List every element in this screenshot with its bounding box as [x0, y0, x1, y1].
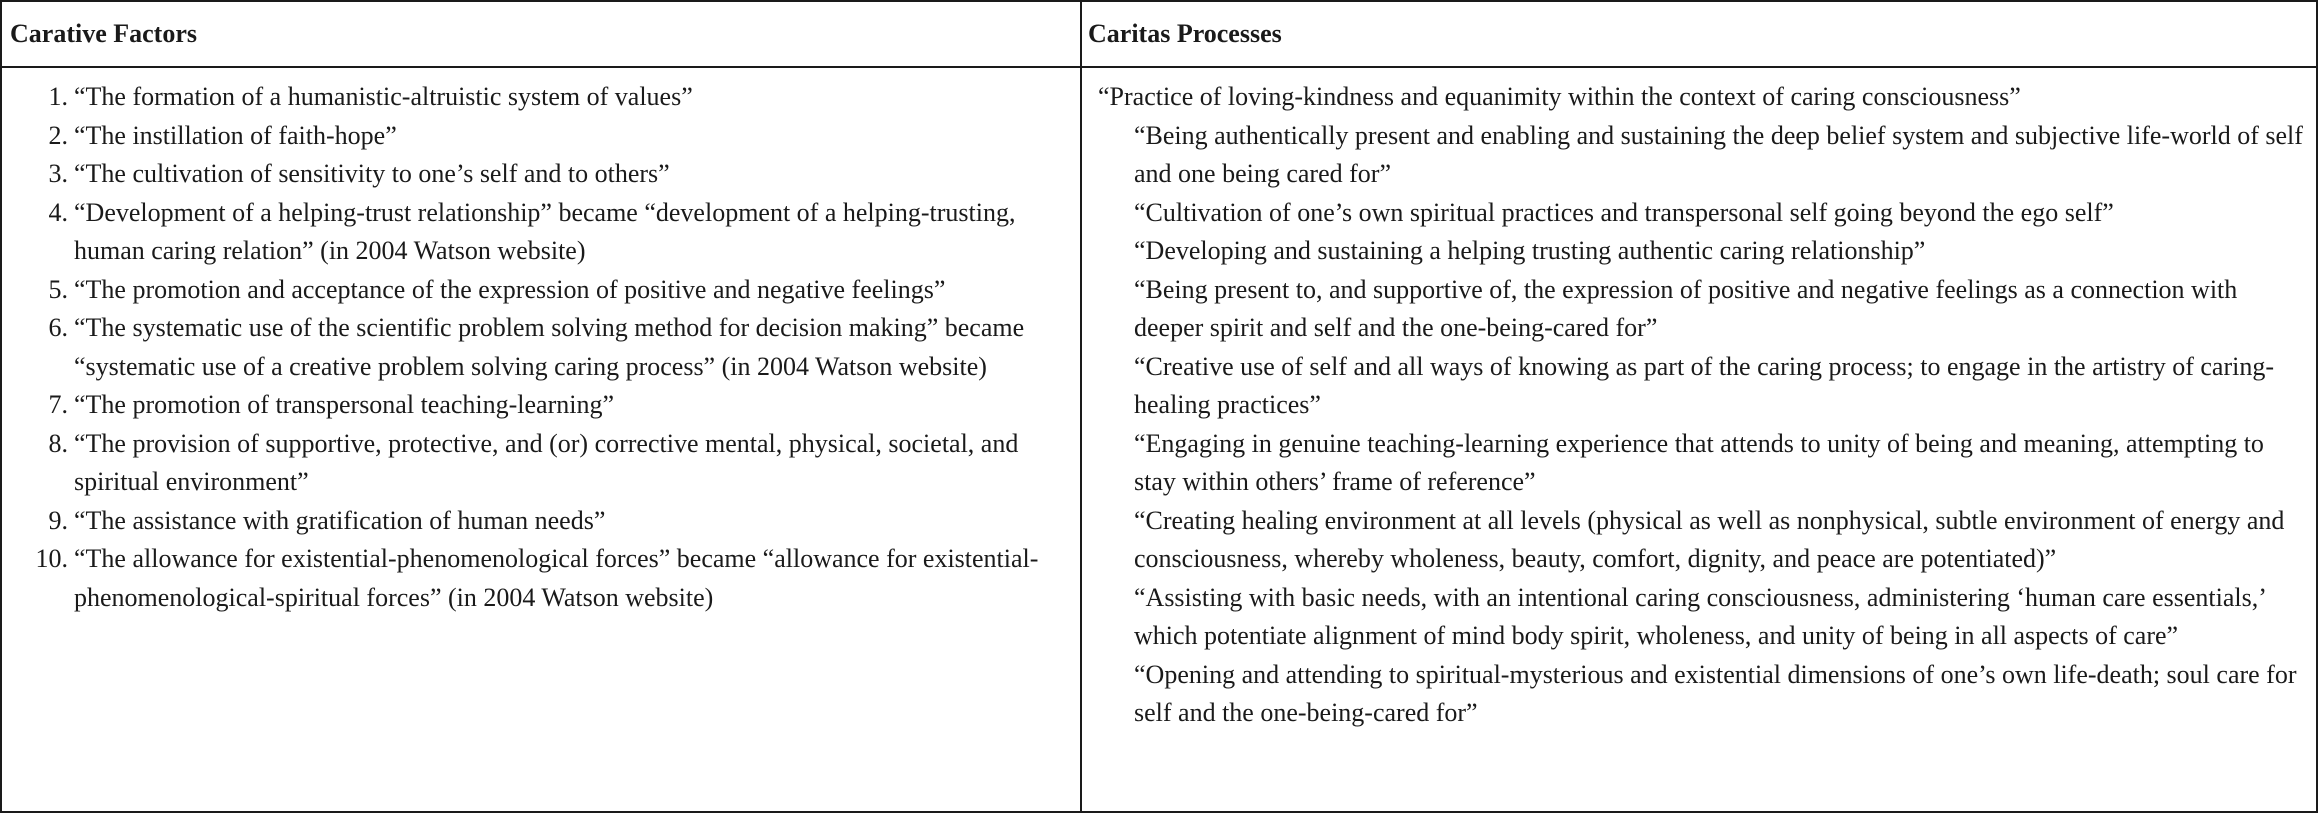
list-item: [32, 271, 1070, 310]
list-item: [32, 78, 1070, 117]
list-item: [32, 386, 1070, 425]
caritas-processes-list: [1098, 78, 2310, 733]
item-number: 3.: [48, 159, 68, 188]
item-text: “Development of a helping-trust relationship” became “development of a helping-trusting, human caring relation” (in 2004 Watson website): [74, 197, 1016, 265]
list-item: “Cultivation of one’s own spiritual practices and transpersonal self going beyond the ego self”: [1134, 197, 2114, 227]
list-item: “Developing and sustaining a helping trusting authentic caring relationship”: [1134, 236, 1926, 265]
item-number: 7.: [48, 390, 68, 419]
item-text: “The formation of a humanistic-altruistic system of values”: [74, 82, 693, 111]
item-number: 2.: [48, 120, 68, 150]
item-number: 9.: [48, 505, 68, 535]
list-item: “Creating healing environment at all levels (physical as well as nonphysical, subtle environment of energy and consciousness, whereby wholeness, beauty, comfort, dignity, and peace are potentiated)”: [1134, 505, 2285, 573]
item-number: 8.: [48, 428, 68, 458]
list-item: [32, 502, 1070, 541]
item-text: “The instillation of faith-hope”: [74, 120, 397, 150]
list-item: [32, 194, 1070, 271]
list-item: “Opening and attending to spiritual-mysterious and existential dimensions of one’s own life-death; soul care for self and the one-being-cared for”: [1134, 659, 2297, 727]
item-number: 6.: [48, 313, 68, 342]
list-item: “Assisting with basic needs, with an intentional caring consciousness, administering ‘human care essentials,’ which potentiate alignment of mind body spirit, wholeness, and unity of being in all aspects of care”: [1134, 582, 2265, 650]
item-text: “The allowance for existential-phenomenological forces” became “allowance for existential-phenomenological-spiritual forces” (in 2004 Watson website): [74, 544, 1039, 612]
item-text: “The systematic use of the scientific problem solving method for decision making” became “systematic use of a creative problem solving caring process” (in 2004 Watson website): [74, 313, 1025, 381]
column-divider: [1080, 2, 1082, 811]
item-text: “The promotion of transpersonal teaching-learning”: [74, 390, 615, 419]
list-item: [32, 309, 1070, 386]
list-item: [32, 425, 1070, 502]
item-text: “The promotion and acceptance of the expression of positive and negative feelings”: [74, 274, 946, 304]
list-item: “Being authentically present and enabling and sustaining the deep belief system and subjective life-world of self and one being cared for”: [1134, 120, 2303, 188]
list-item: [26, 540, 1070, 617]
header-caritas-processes: Caritas Processes: [1088, 19, 1282, 48]
list-item: “Practice of loving-kindness and equanimity within the context of caring consciousness”: [1098, 82, 2021, 111]
list-item: [32, 117, 1070, 156]
item-text: “The assistance with gratification of human needs”: [74, 505, 606, 535]
list-item: “Creative use of self and all ways of knowing as part of the caring process; to engage in the artistry of caring-healing practices”: [1134, 351, 2275, 419]
item-text: “The provision of supportive, protective, and (or) corrective mental, physical, societal, and spiritual environment”: [74, 428, 1019, 496]
list-item: “Engaging in genuine teaching-learning experience that attends to unity of being and meaning, attempting to stay within others’ frame of reference”: [1134, 428, 2264, 496]
list-item: [32, 155, 1070, 194]
item-number: 1.: [48, 82, 68, 111]
carative-factors-list: [32, 78, 1070, 617]
table-header-row: [2, 2, 2316, 68]
header-carative-factors: Carative Factors: [10, 19, 197, 48]
item-number: 4.: [48, 197, 68, 227]
item-number: 10.: [35, 544, 68, 573]
item-text: “The cultivation of sensitivity to one’s self and to others”: [74, 159, 670, 188]
item-number: 5.: [48, 274, 68, 304]
list-item: “Being present to, and supportive of, the expression of positive and negative feelings as a connection with deeper spirit and self and the one-being-cared for”: [1134, 274, 2238, 342]
